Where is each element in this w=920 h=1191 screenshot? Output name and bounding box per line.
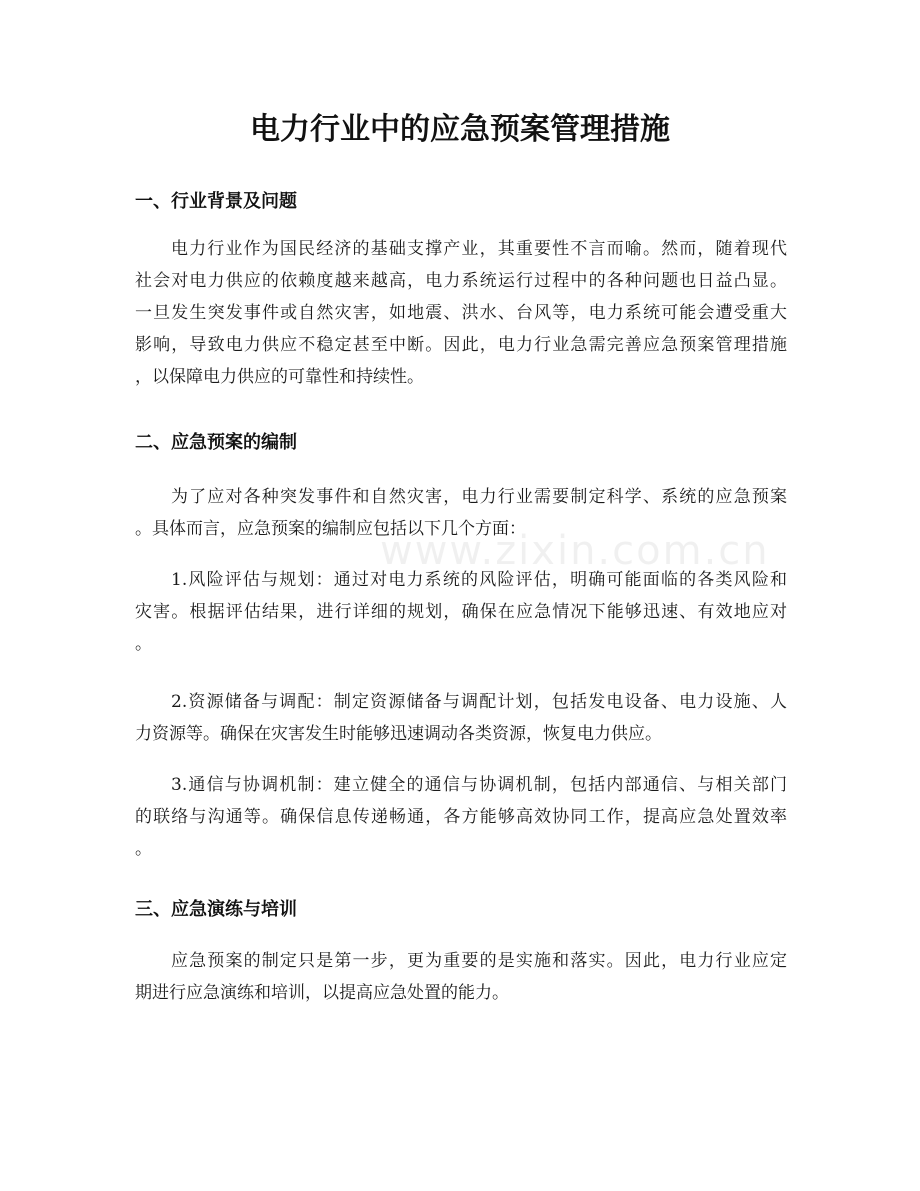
paragraph-line: 力资源等。确保在灾害发生时能够迅速调动各类资源，恢复电力供应。 [135,724,662,744]
document-title: 电力行业中的应急预案管理措施 [250,112,670,147]
paragraph-line: 灾害。根据评估结果，进行详细的规划，确保在应急情况下能够迅速、有效地应对 [135,602,787,622]
paragraph-line: ，以保障电力供应的可靠性和持续性。 [135,367,424,387]
paragraph-risk-assessment [135,564,787,660]
paragraph-line: 一旦发生突发事件或自然灾害，如地震、洪水、台风等，电力系统可能会遭受重大 [135,303,787,323]
paragraph-communication [135,769,787,865]
paragraph-resource-reserve [135,686,787,750]
paragraph-line: 电力行业作为国民经济的基础支撑产业，其重要性不言而喻。然而，随着现代 [171,239,787,259]
paragraph-line: 应急预案的制定只是第一步，更为重要的是实施和落实。因此，电力行业应定 [171,951,787,971]
paragraph-line: 的联络与沟通等。确保信息传递畅通，各方能够高效协同工作，提高应急处置效率 [135,807,787,827]
paragraph-line: 。 [135,839,152,859]
paragraph-line: 期进行应急演练和培训，以提高应急处置的能力。 [135,983,509,1003]
section-heading-drills: 三、应急演练与培训 [135,899,297,920]
paragraph-background [135,233,787,393]
watermark: www.zixin.com.cn [380,528,770,574]
paragraph-line: 1.风险评估与规划：通过对电力系统的风险评估，明确可能面临的各类风险和 [171,570,787,590]
section-heading-compilation: 二、应急预案的编制 [135,432,297,453]
paragraph-line: 。 [135,634,152,654]
paragraph-line: 影响，导致电力供应不稳定甚至中断。因此，电力行业急需完善应急预案管理措施 [135,335,787,355]
paragraph-drills [135,945,787,1009]
paragraph-line: 3.通信与协调机制：建立健全的通信与协调机制，包括内部通信、与相关部门 [171,775,787,795]
paragraph-line: 2.资源储备与调配：制定资源储备与调配计划，包括发电设备、电力设施、人 [171,692,787,712]
paragraph-line: 为了应对各种突发事件和自然灾害，电力行业需要制定科学、系统的应急预案 [171,487,787,507]
paragraph-line: 。具体而言，应急预案的编制应包括以下几个方面： [135,519,526,539]
section-heading-background: 一、行业背景及问题 [135,191,297,212]
paragraph-line: 社会对电力供应的依赖度越来越高，电力系统运行过程中的各种问题也日益凸显。 [135,271,787,291]
